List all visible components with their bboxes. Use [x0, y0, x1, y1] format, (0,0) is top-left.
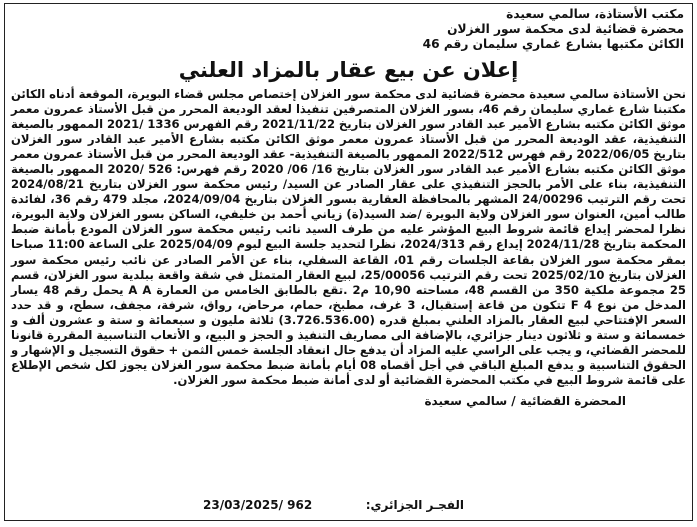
newspaper-name: الفجـر الجزائري: — [365, 498, 464, 512]
signature: المحضرة القضائية / سالمي سعيدة — [424, 393, 626, 408]
office-address: الكائن مكتبها بشارع غماري سليمان رقم 46 — [422, 37, 684, 51]
notice-body: نحن الأستاذة سالمي سعيدة محضرة قضائية لدى محكمة سور الغزلان إختصاص مجلس قضاء البويرة، الموقعة أدناه الكائن مكتبنا شارع غماري سليمان رقم 46، بسور الغزلان المتصرفين تنفيذا لعقد الوديعة المحرر من قبل الأستاذ عمرون معمر موثق الكائن مكتبه بشارع الأمير عبد القادر سور الغزلان بتاريخ 2021/11/22 رقم الفهرس 1336 /2021 الممهور بالصيغة التنفيذية، عقد الوديعة المحرر من قبل الأستاذ عمرون معمر موثق الكائن مكتبه بشارع الأمير عبد القادر سور الغزلان بتاريخ 2022/06/05 رقم فهرس 2022/512 الممهور بالصيغة التنفيذية- عقد الوديعة المحرر من قبل الأستاذ عمرون معمر موثق الكائن مكتبه بشارع الأمير عبد القادر سور الغزلان بتاريخ 16/ 06/ 2020 رقم فهرس: 526 /2020 الممهور بالصيغة التنفيذية، بناء على الأمر بالحجز التنفيذي على عقار الصادر عن السيد/ رئيس محكمة سور الغزلان بتاريخ 2024/08/21 تحت رقم الترتيب 24/00296 المشهر بالمحافظة العقارية بسور الغزلان بتاريخ 2024/09/04، مجلد 479 رقم 36، لفائدة طالب أمين، العنوان سور الغزلان ولاية البويرة /ضد السيد(ة) زياني أحمد بن خليفي، الساكن بسور الغزلان ولاية البويرة، نظرا لمحضر إيداع قائمة شروط البيع المؤشر عليه من طرف السيد نائب رئيس محكمة سور الغزلان المودع بأمانة ضبط المحكمة بتاريخ 2024/11/28 إيداع رقم 2024/313، نظرا لتحديد جلسة البيع ليوم 2025/04/09 على الساعة 11:00 صباحا بمقر محكمة سور الغزلان بقاعة الجلسات رقم 01، القاعة السفلي، بناء عن الأمر الصادر عن نائب رئيس محكمة سور الغزلان بتاريخ 2025/02/10 تحت رقم الترتيب 25/00056، لبيع العقار المتمثل في شقة واقعة ببلدية سور الغزلان، قسم 25 مجموعة ملكية 350 من القسم 48، مساحته 10,90 م2 .تقع بالطابق الخامس من العمارة A A يحمل رقم 48 يسار المدخل من نوع F 4 تتكون من قاعة إستقبال، 3 غرف، مطبخ، حمام، مرحاض، رواق، شرفة، مجفف، سطح، و قد حدد السعر الإفتتاحي لبيع العقار بالمزاد العلني بمبلغ قدره (3.726.536.00) ثلاثة مليون و سبعمائة و ستة و عشرون ألف و خمسمائة و ستة و ثلاثون دينار جزائري، بالإضافة الى مصاريف التنفيذ و الحجز و البيع، و الأتعاب التناسبية المقررة قانونا للمحضر القضائي، و يجب على الراسي عليه المزاد أن يدفع حال انعقاد الجلسة خمس الثمن + حقوق التسجيل و الإشهار و الحقوق التناسبية و يدفع المبلغ الباقي في أجل أقصاه 08 أيام بأمانة ضبط محكمة سور الغزلان يجوز لكل شخص الإطلاع على قائمة شروط البيع في مكتب المحضرة القضائية أو لدى أمانة ضبط محكمة سور الغزلان. — [11, 87, 687, 387]
office-header — [11, 7, 684, 52]
publication-reference: 23/03/2025/ 962 — [203, 498, 313, 512]
publication-footer — [13, 496, 684, 514]
office-name: مكتب الأستاذة، سالمي سعيدة — [506, 7, 684, 21]
office-role: محضرة قضائية لدى محكمة سور الغزلان — [447, 22, 684, 36]
notice-title: إعلان عن بيع عقار بالمزاد العلني — [178, 58, 519, 82]
auction-notice — [4, 3, 693, 521]
